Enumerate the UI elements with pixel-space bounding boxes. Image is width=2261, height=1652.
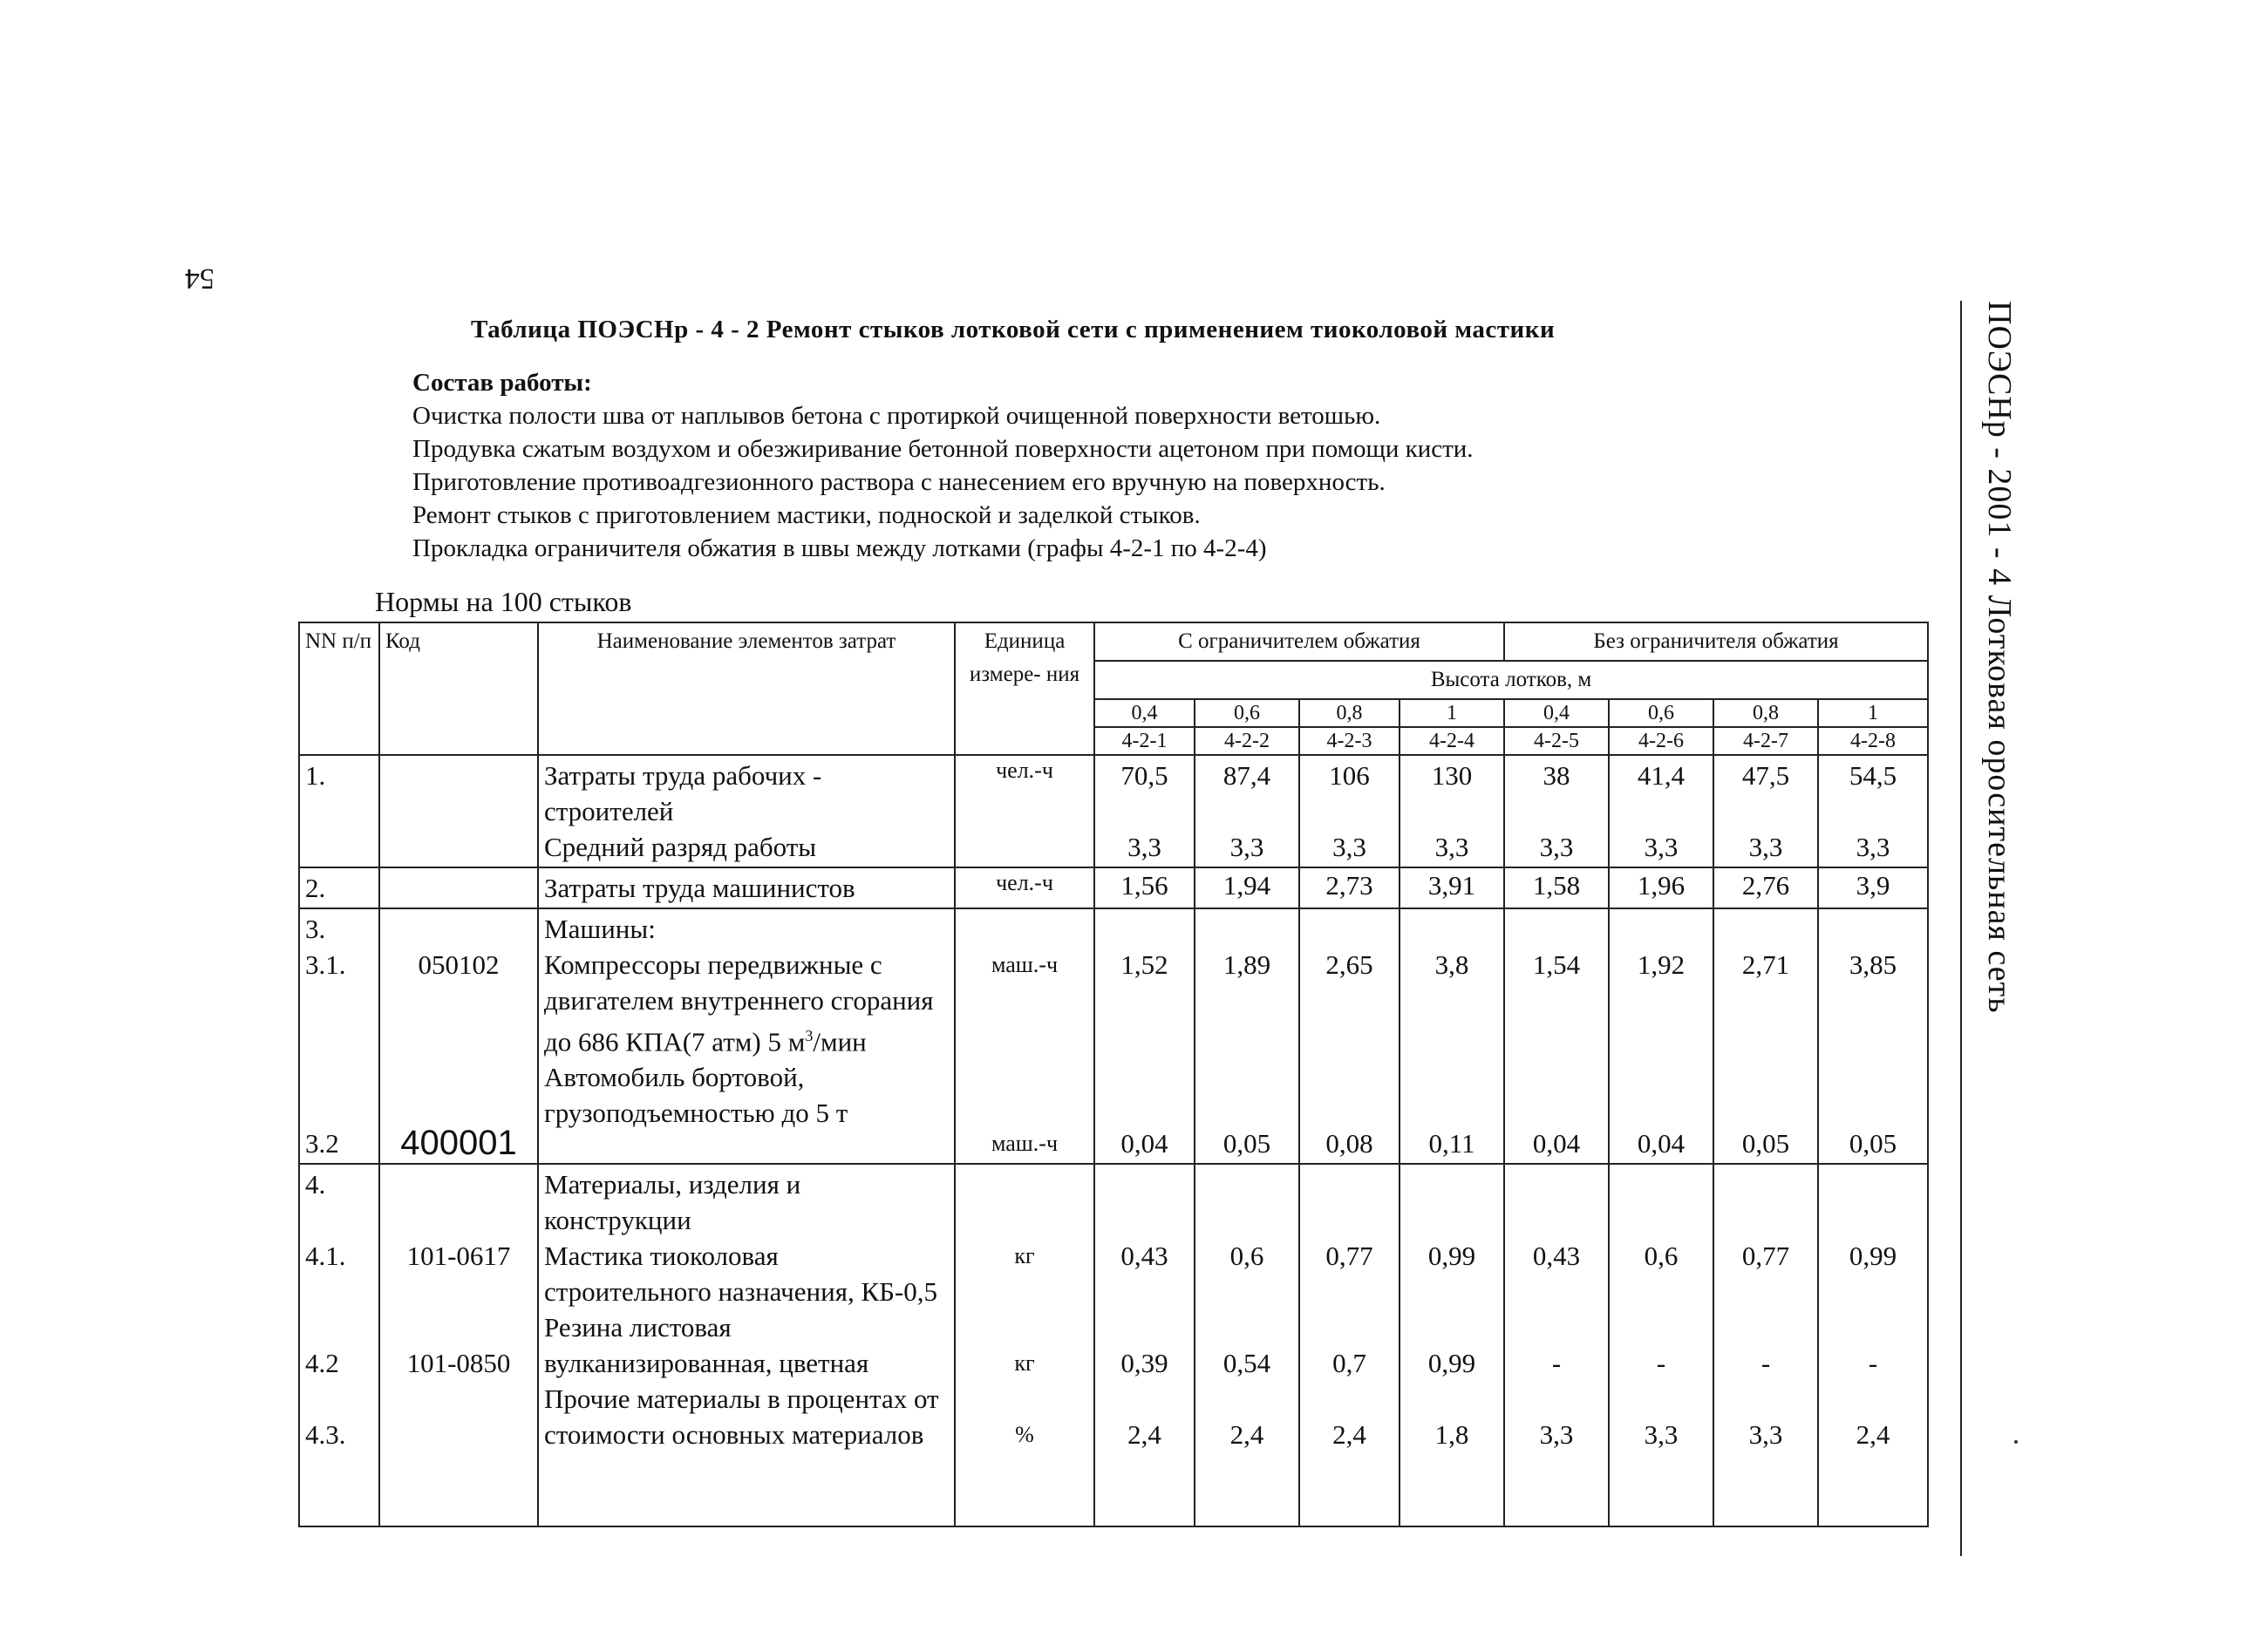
- value: 0,04: [1637, 1128, 1686, 1159]
- table-row: [299, 867, 1928, 908]
- grade-value: 3,3: [1229, 832, 1264, 862]
- row-name-line: Машины:: [544, 914, 656, 944]
- value: 38: [1543, 760, 1570, 791]
- value: 0,77: [1741, 1241, 1790, 1271]
- row-code: [379, 755, 538, 867]
- row-number-line: 4.3.: [305, 1419, 346, 1450]
- row-number: 1.: [299, 755, 379, 867]
- value-cell: [1094, 1164, 1195, 1526]
- value: 0,05: [1849, 1128, 1897, 1159]
- value: 70,5: [1120, 760, 1168, 791]
- row-number-line: 4.1.: [305, 1241, 346, 1271]
- row-unit: чел.-ч: [955, 867, 1094, 908]
- value: 41,4: [1637, 760, 1686, 791]
- grade-value: 3,3: [1332, 832, 1366, 862]
- row-unit-line: кг: [1014, 1350, 1035, 1376]
- header-unit: Единица измере- ния: [955, 622, 1094, 755]
- row-name-line: Автомобиль бортовой, грузоподъемностью до 5 т: [544, 1062, 848, 1129]
- header-group-without-limiter: Без ограничителя обжатия: [1504, 622, 1928, 661]
- row-name: Затраты труда машинистов: [538, 867, 955, 908]
- value-cell: [1504, 1164, 1609, 1526]
- header-height-value: 0,6: [1195, 699, 1299, 727]
- value: 0,05: [1222, 1128, 1271, 1159]
- value: 0,05: [1741, 1128, 1790, 1159]
- value-cell: [1400, 755, 1504, 867]
- grade-value: 3,3: [1856, 832, 1890, 862]
- stray-dot: [2014, 1440, 2018, 1444]
- table-title: Таблица ПОЭСНр - 4 - 2 Ремонт стыков лотковой сети с применением тиоколовой мастики: [471, 316, 1556, 343]
- row-name: [538, 755, 955, 867]
- norms-table: [298, 622, 1929, 1527]
- value-cell: [1400, 908, 1504, 1164]
- header-column-code: 4-2-2: [1195, 727, 1299, 755]
- page-number: 54: [185, 262, 215, 295]
- value-cell: [1195, 1164, 1299, 1526]
- norms-label: Нормы на 100 стыков: [375, 586, 632, 617]
- value: 2,65: [1325, 949, 1373, 980]
- value-cell: 3,9: [1818, 867, 1928, 908]
- value: 1,8: [1434, 1419, 1469, 1450]
- value-cell: 1,96: [1609, 867, 1713, 908]
- row-code-line: 400001: [400, 1124, 517, 1162]
- value: 0,39: [1120, 1348, 1168, 1378]
- header-column-code: 4-2-4: [1400, 727, 1504, 755]
- row-name-line: Резина листовая вулканизированная, цветная: [544, 1312, 869, 1378]
- row-unit: [955, 908, 1094, 1164]
- header-height-value: 0,6: [1609, 699, 1713, 727]
- row-name-line: Средний разряд работы: [544, 832, 817, 862]
- row-name-line: Компрессоры передвижные с двигателем внутреннего сгорания до 686 КПА(7 атм) 5 $м^3$/мин: [544, 949, 934, 1057]
- row-number-line: 3.2: [305, 1128, 339, 1159]
- grade-value: 3,3: [1539, 832, 1574, 862]
- header-height-value: 0,4: [1094, 699, 1195, 727]
- value-cell: [1094, 755, 1195, 867]
- value-cell: 2,73: [1299, 867, 1400, 908]
- value-cell: [1299, 755, 1400, 867]
- value: 0,04: [1120, 1128, 1168, 1159]
- value-cell: [1713, 1164, 1818, 1526]
- header-column-code: 4-2-7: [1713, 727, 1818, 755]
- value: 3,85: [1849, 949, 1897, 980]
- header-height-value: 0,8: [1299, 699, 1400, 727]
- value-cell: [1504, 908, 1609, 1164]
- header-column-code: 4-2-8: [1818, 727, 1928, 755]
- header-height: Высота лотков, м: [1094, 661, 1928, 699]
- value: 3,8: [1434, 949, 1469, 980]
- value-cell: 2,76: [1713, 867, 1818, 908]
- grade-value: 3,3: [1127, 832, 1161, 862]
- table-row: [299, 908, 1928, 1164]
- row-name-line: Затраты труда рабочих - строителей: [544, 760, 822, 826]
- value: 0,43: [1120, 1241, 1168, 1271]
- value: -: [1656, 1348, 1666, 1378]
- value: 47,5: [1741, 760, 1790, 791]
- row-name-line: Материалы, изделия и конструкции: [544, 1169, 801, 1235]
- value: 2,71: [1741, 949, 1790, 980]
- value: 87,4: [1222, 760, 1271, 791]
- value-cell: [1818, 1164, 1928, 1526]
- value-cell: [1713, 908, 1818, 1164]
- value-cell: 1,58: [1504, 867, 1609, 908]
- value-cell: [1195, 908, 1299, 1164]
- table-row: [299, 755, 1928, 867]
- row-name-line: Мастика тиоколовая строительного назначения, КБ-0,5: [544, 1241, 938, 1307]
- value-cell: [1609, 755, 1713, 867]
- value-cell: [1400, 1164, 1504, 1526]
- value: 2,4: [1127, 1419, 1161, 1450]
- value: 0,77: [1325, 1241, 1373, 1271]
- row-name-line: Прочие материалы в процентах от стоимости основных материалов: [544, 1383, 939, 1450]
- work-composition: [412, 366, 1474, 565]
- header-column-code: 4-2-1: [1094, 727, 1195, 755]
- value: 0,08: [1325, 1128, 1373, 1159]
- value: 0,6: [1644, 1241, 1679, 1271]
- value-cell: [1609, 1164, 1713, 1526]
- row-unit: чел.-ч: [955, 755, 1094, 867]
- value-cell: [1299, 1164, 1400, 1526]
- header-name: Наименование элементов затрат: [538, 622, 955, 755]
- value: 0,11: [1428, 1128, 1475, 1159]
- row-number: 2.: [299, 867, 379, 908]
- value-cell: 3,91: [1400, 867, 1504, 908]
- value: 0,04: [1532, 1128, 1581, 1159]
- value: 54,5: [1849, 760, 1897, 791]
- value: -: [1760, 1348, 1771, 1378]
- value: 106: [1329, 760, 1370, 791]
- header-code: Код: [379, 622, 538, 755]
- row-code-line: 101-0617: [406, 1241, 511, 1271]
- grade-value: 3,3: [1748, 832, 1783, 862]
- row-code-line: 050102: [418, 949, 500, 980]
- table-row: [299, 1164, 1928, 1526]
- value: 2,4: [1856, 1419, 1890, 1450]
- header-column-code: 4-2-6: [1609, 727, 1713, 755]
- value: -: [1868, 1348, 1878, 1378]
- row-number: [299, 1164, 379, 1526]
- value-cell: [1195, 755, 1299, 867]
- value-cell: [1504, 755, 1609, 867]
- header-height-value: 1: [1818, 699, 1928, 727]
- value: 0,54: [1222, 1348, 1271, 1378]
- row-code: [379, 867, 538, 908]
- header-height-value: 0,8: [1713, 699, 1818, 727]
- value: 1,92: [1637, 949, 1686, 980]
- row-code-line: 101-0850: [406, 1348, 511, 1378]
- value-cell: [1299, 908, 1400, 1164]
- header-height-value: 1: [1400, 699, 1504, 727]
- header-column-code: 4-2-3: [1299, 727, 1400, 755]
- row-code: [379, 908, 538, 1164]
- header-column-code: 4-2-5: [1504, 727, 1609, 755]
- composition-line: Прокладка ограничителя обжатия в швы между лотками (графы 4-2-1 по 4-2-4): [412, 534, 1267, 562]
- value: 3,3: [1644, 1419, 1679, 1450]
- value: 0,99: [1849, 1241, 1897, 1271]
- grade-value: 3,3: [1644, 832, 1679, 862]
- value: 1,54: [1532, 949, 1581, 980]
- header-nn: NN п/п: [299, 622, 379, 755]
- row-unit-line: %: [1015, 1422, 1034, 1447]
- header-group-with-limiter: С ограничителем обжатия: [1094, 622, 1504, 661]
- value: 130: [1431, 760, 1473, 791]
- grade-value: 3,3: [1434, 832, 1469, 862]
- header-height-value: 0,4: [1504, 699, 1609, 727]
- value-cell: [1094, 908, 1195, 1164]
- value-cell: 1,94: [1195, 867, 1299, 908]
- value: 3,3: [1748, 1419, 1783, 1450]
- composition-line: Ремонт стыков с приготовлением мастики, подноской и заделкой стыков.: [412, 501, 1201, 529]
- row-name: [538, 908, 955, 1164]
- row-unit: [955, 1164, 1094, 1526]
- composition-line: Продувка сжатым воздухом и обезжиривание бетонной поверхности ацетоном при помощи кисти.: [412, 435, 1474, 463]
- composition-line: Приготовление противоадгезионного раствора с нанесением его вручную на поверхность.: [412, 468, 1386, 496]
- row-number-line: 4.2: [305, 1348, 339, 1378]
- composition-line: Очистка полости шва от наплывов бетона с протиркой очищенной поверхности ветошью.: [412, 402, 1381, 430]
- value: 2,4: [1229, 1419, 1264, 1450]
- value: 3,3: [1539, 1419, 1574, 1450]
- side-document-title: ПОЭСНр - 2001 - 4 Лотковая оросительная сеть: [1981, 301, 2018, 1014]
- value: -: [1551, 1348, 1562, 1378]
- value: 2,4: [1332, 1419, 1366, 1450]
- value: 0,43: [1532, 1241, 1581, 1271]
- value: 0,6: [1229, 1241, 1264, 1271]
- value-cell: [1713, 755, 1818, 867]
- row-unit-line: маш.-ч: [991, 952, 1059, 977]
- row-unit-line: кг: [1014, 1243, 1035, 1268]
- row-number-line: 3.1.: [305, 949, 346, 980]
- composition-heading: Состав работы:: [412, 369, 592, 397]
- row-code: [379, 1164, 538, 1526]
- value-cell: [1818, 908, 1928, 1164]
- value: 1,52: [1120, 949, 1168, 980]
- row-name: [538, 1164, 955, 1526]
- row-unit-line: маш.-ч: [991, 1131, 1059, 1156]
- value-cell: [1818, 755, 1928, 867]
- row-number: [299, 908, 379, 1164]
- value-cell: [1609, 908, 1713, 1164]
- value-cell: 1,56: [1094, 867, 1195, 908]
- row-number-line: 4.: [305, 1169, 326, 1200]
- value: 1,89: [1222, 949, 1271, 980]
- value: 0,99: [1427, 1348, 1476, 1378]
- value: 0,7: [1332, 1348, 1366, 1378]
- row-number-line: 3.: [305, 914, 326, 944]
- value: 0,99: [1427, 1241, 1476, 1271]
